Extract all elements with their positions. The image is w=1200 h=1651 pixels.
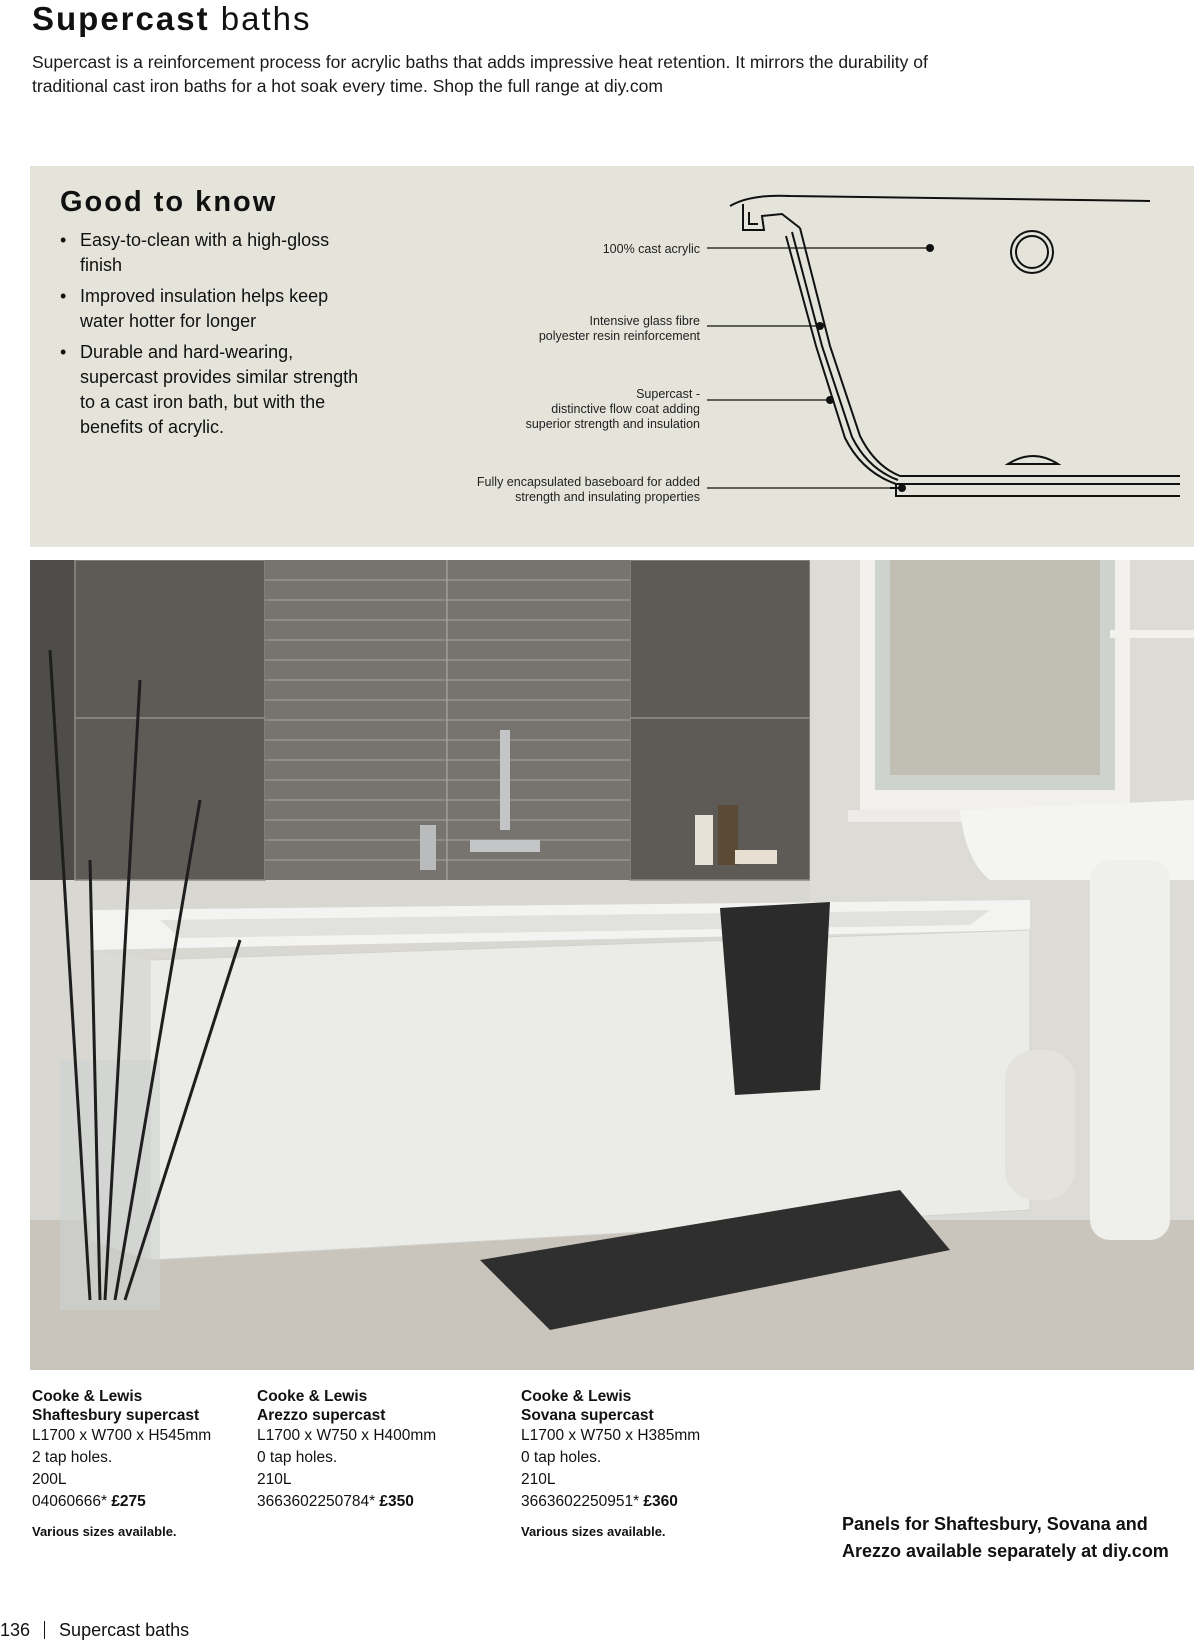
product-arezzo [257, 1387, 436, 1513]
product-shaftesbury [32, 1387, 211, 1543]
product-code: 3663602250784* [257, 1493, 376, 1510]
list-item: • Improved insulation helps keep water hotter for longer [60, 284, 360, 334]
product-name: Shaftesbury supercast [32, 1407, 200, 1424]
product-code-price [521, 1491, 700, 1513]
product-dimensions: L1700 x W750 x H400mm [257, 1427, 437, 1444]
product-price: £350 [379, 1493, 414, 1510]
page-title [32, 0, 311, 38]
intro-paragraph: Supercast is a reinforcement process for acrylic baths that adds impressive heat retention. It mirrors the durability of traditional cast iron baths for a hot soak every time. Shop the full range at diy.com [32, 52, 928, 96]
product-capacity: 210L [257, 1471, 292, 1488]
diagram-label-baseboard: Fully encapsulated baseboard for added strength and insulating properties [476, 475, 700, 504]
product-code-price [257, 1491, 436, 1513]
product-code: 04060666* [32, 1493, 107, 1510]
good-to-know-panel [30, 166, 1194, 547]
list-item: • Easy-to-clean with a high-gloss finish [60, 228, 360, 278]
product-note: Various sizes available. [521, 1524, 666, 1539]
footer-section: Supercast baths [59, 1620, 190, 1640]
product-name: Arezzo supercast [257, 1407, 386, 1424]
product-note: Various sizes available. [32, 1524, 177, 1539]
product-capacity: 210L [521, 1471, 556, 1488]
bath-cross-section-diagram [30, 166, 1194, 547]
product-tap-holes: 2 tap holes. [32, 1449, 113, 1466]
page-number: 136 [0, 1620, 31, 1640]
product-dimensions: L1700 x W750 x H385mm [521, 1427, 701, 1444]
diagram-label-glass-fibre: Intensive glass fibre polyester resin reinforcement [538, 314, 700, 343]
product-code: 3663602250951* [521, 1493, 640, 1510]
product-brand: Cooke & Lewis [521, 1388, 632, 1405]
product-capacity: 200L [32, 1471, 67, 1488]
diagram-label-acrylic: 100% cast acrylic [602, 242, 700, 256]
product-brand: Cooke & Lewis [32, 1388, 143, 1405]
product-dimensions: L1700 x W700 x H545mm [32, 1427, 212, 1444]
panels-note: Panels for Shaftesbury, Sovana and Arezzo available separately at diy.com [842, 1514, 1169, 1561]
footer-divider [44, 1621, 45, 1639]
product-name: Sovana supercast [521, 1407, 654, 1424]
product-tap-holes: 0 tap holes. [521, 1449, 602, 1466]
bathroom-photo [30, 560, 1194, 1370]
product-price: £275 [111, 1493, 146, 1510]
list-item: • Durable and hard-wearing, supercast provides similar strength to a cast iron bath, but with the benefits of acrylic. [60, 340, 360, 440]
product-price: £360 [643, 1493, 678, 1510]
product-tap-holes: 0 tap holes. [257, 1449, 338, 1466]
good-to-know-heading: Good to know [60, 186, 278, 218]
page-footer [0, 1620, 189, 1641]
title-rest: baths [220, 0, 312, 37]
title-bold: Supercast [32, 0, 210, 37]
product-brand: Cooke & Lewis [257, 1388, 368, 1405]
product-code-price [32, 1491, 211, 1513]
product-sovana [521, 1387, 700, 1543]
diagram-label-supercast: Supercast - distinctive flow coat adding superior strength and insulation [525, 387, 700, 431]
